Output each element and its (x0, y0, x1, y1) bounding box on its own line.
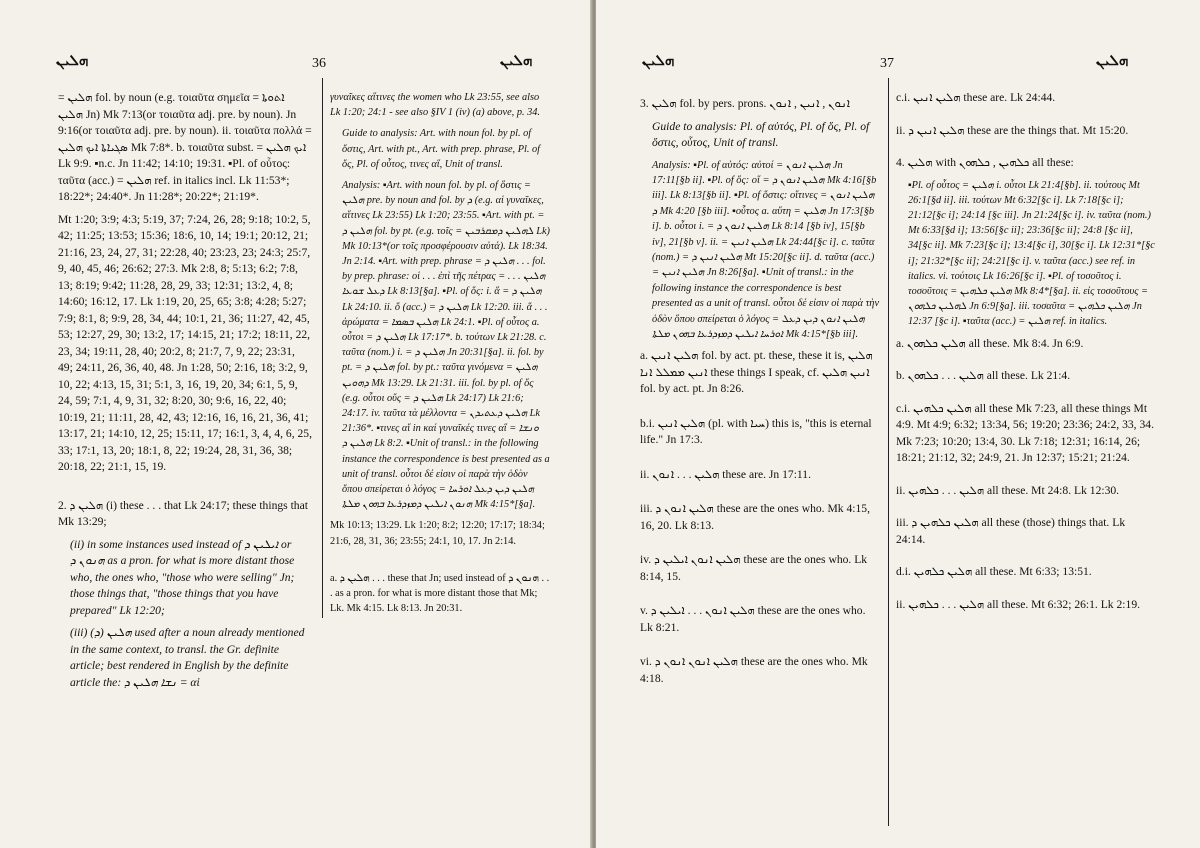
paragraph: vi. ܗܠܝܢ ܐܢܘܢ ܐܢܘܢ ܕ these are the ones who. Mk 4:18. (640, 655, 868, 685)
paragraph: b.i. ܗܠܝܢ ܐܢܝܢ (pl. with ܚܝܐ) this is, "this is eternal life." Jn 17:3. (640, 416, 872, 447)
left-column-2 (330, 90, 550, 623)
paragraph: ii. ܗܠܝܢ ܐܢܝܢ ܕ these are the things that. Mt 15:20. (896, 123, 1129, 137)
left-column-1 (58, 90, 312, 697)
running-head-right-outer: ܗܠܝܢ (1096, 53, 1129, 69)
running-head-left: ܗܠܝܢ (56, 53, 89, 69)
analysis: Analysis: ▪Pl. of αὐτός: αὐτοί = ܗܠܝܢ ܐܢܘܢ Jn 17:11[§b ii]. ▪Pl. of ὅς: οἵ = ܗܠܝܢ ܐܢܘܢ ܕ Mk 4:16[§b iii]. Lk 8:13[§b ii]. ▪Pl. of ὅστις: οἵτινες = ܗܠܝܢ ܐܢܘܢ ܕ Mk 4:20 [§b iii]. ▪οὗτος a. αὕτη = ܗܠܝܢ Jn 17:3[§b i]. b. οὗτοι i. = ܗܠܝܢ ܐܢܘܢ ܕ Lk 8:14 [§b iv], 15[§b iv], 21[§b v]. ii. = ܗܠܝܢ ܐܢܝܢ Lk 24:44[§c i]. c. ταῦτα (nom.) = ܗܠܝܢ ܐܢܝܢ ܕ Mt 15:20[§c ii]. d. ταῦτα (acc.) = ܗܠܝܢ ܐܢܝܢ Jn 8:26[§a]. ▪Unit of transl.: in the following instance the correspondence is best presented as a unit of transl. οὗτοι δέ εἰσιν οἱ παρὰ τὴν ὁδὸν ὅπου σπείρεται ὁ λόγος = ܗܠܝܢ ܐܢܘܢ ܕܝܢ ܕܥܠ ܐܘܪܚܐ ܐܝܠܝܢ ܕܡܙܕܪܥܐ ܒܗܘܢ ܡܠܬܐ Mk 4:15*[§b iii]. (652, 159, 880, 340)
left-page-header (0, 52, 592, 72)
paragraph: (ii) in some instances used instead of ܐܝܠܝܢ ܕ or ܗܢܘܢ ܕ as a pron. for what is more distant those who, the ones who, "those who were selling" Jn; those things that, "those things that you have prepared" Lk 12:20; (70, 537, 295, 617)
right-column-2 (896, 90, 1156, 619)
paragraph: a. ܗܠܝܢ ܐܢܝܢ fol. by act. pt. these, these it is, ܗܠܝܢ ܐܢܝܢ ܡܡܠܠ ܐܢܐ these things I speak, cf. ܐܢܝܢ ܗܠܝܢ fol. by act. pt. Jn 8:26. (640, 349, 873, 396)
running-head-left-outer: ܗܠܝܢ (500, 53, 533, 69)
column-divider (888, 78, 889, 826)
paragraph: c.i. ܗܠܝܢ ܐܢܝܢ these are. Lk 24:44. (896, 91, 1056, 104)
guide-to-analysis: Guide to analysis: Pl. of αὐτός, Pl. of ὅς, Pl. of ὅστις, οὗτος, Unit of transl. (652, 119, 870, 149)
paragraph: Mk 10:13; 13:29. Lk 1:20; 8:2; 12:20; 17:17; 18:34; 21:6, 28, 31, 36; 23:55; 24:1, 10, 17. Jn 2:14. (330, 520, 545, 547)
running-head-right: ܗܠܝܢ (642, 53, 675, 69)
page-number: 37 (880, 56, 894, 71)
paragraph: = ܗܠܝܢ fol. by noun (e.g. τοιαῦτα σημεῖα = ܐܬܘܬܐ ܗܠܝܢ Jn) Mk 7:13(or τοιαῦτα adj. pre. by noun). Jn 9:16(or τοιαῦτα adj. pre. by noun). ii. τοιαῦτα πολλά = ܣܓܝܐܬܐ ܐܝܟ ܗܠܝܢ Mk 7:8*. b. τοιαῦτα subst. = ܐܝܟ ܗܠܝܢ Lk 9:9. ▪n.c. Jn 11:42; 14:10; 19:31. ▪Pl. of οὗτος: ταῦτα (acc.) = ܗܠܝܢ ref. in italics incl. Lk 11:53*; 18:22*; 24:40*. Jn 11:28*; 20:22*; 21:19*. (58, 91, 312, 203)
paragraph: γυναῖκες αἵτινες the women who Lk 23:55, see also Lk 1:20; 24:1 - see also §IV 1 (iv) (a) above, p. 34. (330, 92, 540, 119)
column-divider (322, 78, 323, 618)
right-page-header (596, 52, 1200, 72)
paragraph: iii. ܗܠܝܢ ܟܠܗܝܢ ܕ all these (those) things that. Lk 24:14. (896, 516, 1126, 546)
paragraph: a. ܗܠܝܢ ܕ . . . these that Jn; used instead of ܗܢܘܢ ܕ . . . as a pron. for what is more distant those that Mk; Lk. Mk 4:15. Lk 8:13. Jn 20:31. (330, 572, 550, 615)
paragraph: ii. ܗܠܝܢ . . . ܐܢܘܢ these are. Jn 17:11. (640, 467, 811, 481)
paragraph: ii. ܗܠܝܢ . . . ܟܠܗܝܢ all these. Mt 24:8. Lk 12:30. (896, 483, 1120, 497)
page-number: 36 (312, 56, 326, 71)
right-column-1 (640, 96, 880, 693)
paragraph: ▪Pl. of οὗτος = ܗܠܝܢ i. οὗτοι Lk 21:4[§b]. ii. τούτους Mt 26:1[§d ii]. iii. τούτων Mt 6:32[§c i]. Lk 7:18[§c i]; 21:12[§c i]; 24:14 [§c iii]. Jn 21:24[§c i]. iv. ταῦτα (nom.) Mt 6:33[§d i]; 13:56[§c ii]; 23:36[§c ii]; 24:8 [§c ii], 34[§c ii]. Mk 7:23[§c i]; 13:4[§c i], 30[§c i]. Lk 12:31*[§c i]; 21:32*[§c ii]; 24:21[§c i]. v. ταῦτα (acc.) see ref. in italics. vi. τούτοις Lk 16:26[§c i]. ▪Pl. of τοσοῦτος i. τοσοῦτοις = ܗܠܝܢ ܟܠܗܝܢ Mk 8:4*[§a]. ii. εἰς τοσοῦτους = ܠܗܠܝܢ ܟܠܗܘܢ Jn 6:9[§a]. iii. τοσαῦτα = ܗܠܝܢ ܟܠܗܝܢ Jn 12:37 [§c i]. ▪ταῦτα (acc.) = ܗܠܝܢ ref. in italics. (908, 179, 1155, 328)
paragraph: Mt 1:20; 3:9; 4:3; 5:19, 37; 7:24, 26, 28; 9:18; 10:2, 5, 42; 11:25; 13:53; 15:36; 18:6, 10, 14; 19:1; 20:12, 21; 21:16, 23, 24, 27, 31; 22:28, 40; 23:23, 23; 24:3; 25:7, 9, 40, 45, 46; 26:62; 27:3. Mk 2:8, 8; 5:13; 6:2; 7:8, 13; 8:19; 9:42; 11:28, 28, 29, 33; 12:31; 13:2, 4, 8; 14:60; 16:12, 17. Lk 1:19, 20, 25, 65; 3:8; 4:28; 5:27; 7:9; 8:1, 8; 9:9, 28, 34, 44; 10:1, 21, 36; 11:27, 42, 45, 53; 12:27, 29, 30; 13:2, 17; 14:15, 21; 17:2; 18:11, 22, 23, 34; 19:11, 28, 40; 20:2, 8; 21:7, 7, 9, 22; 23:31, 49; 24:11, 26, 36, 40, 48. Jn 1:28, 50; 2:16, 18; 3:2, 9, 10, 22; 4:13, 15, 31; 5:1, 3, 16, 19, 20, 34; 6:1, 5, 9, 24, 59; 7:1, 4, 9, 31, 32; 8:20, 30; 9:6, 16, 22, 40; 10:19, 21; 11:11, 28, 42, 43; 12:16, 16, 16, 21, 36, 41; 13:17, 21; 14:10, 12, 25; 15:11, 17; 16:1, 3, 4, 4, 6, 25, 33; 17:1, 13, 20; 18:1, 8, 22; 19:24, 28, 31, 36, 38; 20:18, 22; 21:1, 15, 19. (58, 212, 312, 473)
paragraph: v. ܗܠܝܢ ܐܢܘܢ . . . ܐܝܠܝܢ ܕ these are the ones who. Lk 8:21. (640, 604, 866, 634)
paragraph: 4. ܗܠܝܢ with ܟܠܗܝܢ , ܟܠܗܘܢ all these: (896, 156, 1074, 169)
paragraph: b. ܗܠܝܢ . . . ܟܠܗܘܢ all these. Lk 21:4. (896, 369, 1071, 383)
paragraph: iv. ܗܠܝܢ ܐܢܘܢ ܐܝܠܝܢ ܕ these are the ones who. Lk 8:14, 15. (640, 553, 868, 583)
paragraph: 3. ܗܠܝܢ fol. by pers. prons. ܐܢܘܢ , ܐܢܝܢ , ܐܢܘܢ (640, 97, 851, 110)
guide-to-analysis: Guide to analysis: Art. with noun fol. by pl. of ὅστις, Art. with pt., Art. with prep. phrase, Pl. of ὅς, Pl. of οὗτος, τινες αἵ, Unit of transl. (342, 128, 541, 170)
paragraph: (iii) (ܕ) ܗܠܝܢ used after a noun already mentioned in the same context, to transl. the Gr. definite article; best rendered in English by the definite article the: ܢܫܐ ܗܠܝܢ ܕ = αἱ (70, 626, 305, 689)
paragraph: a. ܗܠܝܢ ܟܠܗܘܢ all these. Mk 8:4. Jn 6:9. (896, 336, 1084, 350)
paragraph: iii. ܗܠܝܢ ܐܢܘܢ ܕ these are the ones who. Mk 4:15, 16, 20. Lk 8:13. (640, 502, 870, 532)
paragraph: 2. ܗܠܝܢ ܕ (i) these . . . that Lk 24:17; these things that Mk 13:29; (58, 498, 308, 528)
paragraph: d.i. ܗܠܝܢ ܟܠܗܝܢ all these. Mt 6:33; 13:51. (896, 565, 1092, 579)
paragraph: c.i. ܗܠܝܢ ܟܠܗܝܢ all these Mk 7:23, all these things Mt 4:9. Mt 4:9; 6:32; 13:34, 56; 19:20; 23:36; 24:2, 33, 34. Mk 7:23; 10:20; 13:4, 30. Lk 7:18; 12:31; 16:14, 26; 18:21; 21:12, 32; 24:9, 21. Jn 12:37; 15:21; 21:24. (896, 401, 1154, 465)
analysis: Analysis: ▪Art. with noun fol. by pl. of ὅστις = ܗܠܝܢ pre. by noun and fol. by ܕ (e.g. αἱ γυναῖκες, αἵτινες Lk 23:55) Lk 1:20; 23:55. ▪Art. with pt. = ܗܠܝܢ ܕ fol. by pt. (e.g. τοῖς = ܠܗܠܝܢ ܕܡܩܪܒܝܢ Lk) Mk 10:13*(or τοῖς προσφέρουσιν αὐτά). Lk 18:34. Jn 2:14. ▪Art. with prep. phrase = ܗܠܝܢ ܕ . . . fol. by prep. phrase: οἱ . . . ἐπὶ τῆς πέτρας = . . . ܗܠܝܢ ܕܥܠ ܫܘܥܐ Lk 8:13[§a]. ▪Pl. of ὅς: i. ἅ = ܗܠܝܢ ܕ Lk 24:10. ii. ὅ (acc.) = ܗܠܝܢ ܕ Lk 12:20. iii. ἅ . . . ἀρώματα = ܗܠܝܢ ܒܣܡܐ Lk 24:1. ▪Pl. of οὗτος a. οὗτοι = ܗܠܝܢ ܕ Lk 17:17*. b. τούτων Lk 21:28. c. ταῦτα (nom.) i. = ܗܠܝܢ ܕ Jn 20:31[§a]. ii. fol. by pt. = ܗܠܝܢ ܕ fol. by pt.: ταῦτα γινόμενα = ܗܠܝܢ ܕܗܘܝܢ Mk 13:29. Lk 21:31. iii. fol. by pl. of ὅς (e.g. οὗτοι οὕς = ܗܠܝܢ ܕ Lk 24:17) Lk 21:6; 24:17. iv. ταῦτα τὰ μέλλοντα = ܗܠܝܢ ܕܥܬܝܕܢ Lk 21:36*. ▪τινες αἵ in καί γυναῖκές τινες αἵ = ܘܢܫܐ ܗܠܝܢ ܕ Lk 8:2. ▪Unit of transl.: in the following instance the correspondence is best presented as a unit of transl. οὗτοι δέ εἰσιν οἱ παρὰ τὴν ὁδὸν ὅπου σπείρεται ὁ λόγος = ܗܠܝܢ ܕܝܢ ܕܥܠ ܐܘܪܚܐ ܗܢܘܢ ܐܝܠܝܢ ܕܡܙܕܪܥܐ ܒܗܘܢ ܡܠܬܐ Mk 4:15*[§a]. (342, 180, 550, 511)
paragraph: ii. ܗܠܝܢ . . . ܟܠܗܝܢ all these. Mt 6:32; 26:1. Lk 2:19. (896, 597, 1141, 611)
right-page (596, 0, 1200, 848)
left-page (0, 0, 593, 848)
